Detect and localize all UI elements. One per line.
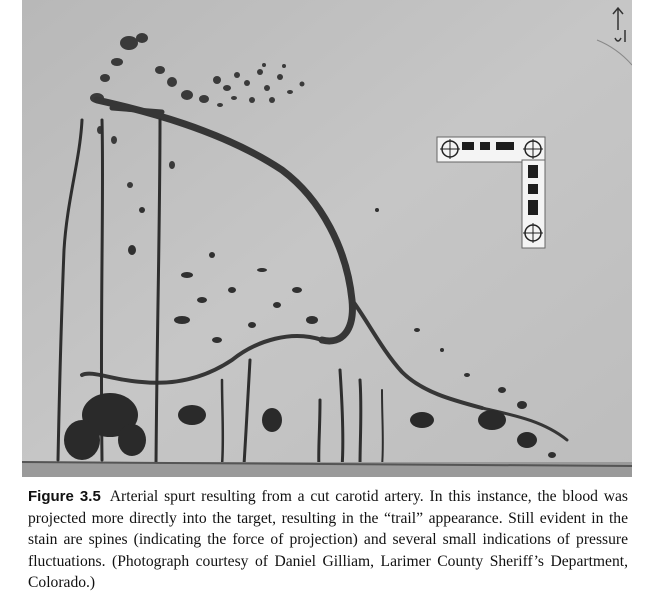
figure-label: Figure 3.5 [28,488,101,505]
evidence-photograph [22,0,632,477]
figure-caption [28,486,628,594]
caption-text: Arterial spurt resulting from a cut carotid artery. In this instance, the blood was projected more directly into the target, resulting in the “trail” appearance. Still evident in the stain are spines (indicating the force of projection) and several small indications of pressure fluctuations. (Photograph courtesy of Daniel Gilliam, Larimer County Sheriff’s Department, Colorado.) [28,488,629,591]
